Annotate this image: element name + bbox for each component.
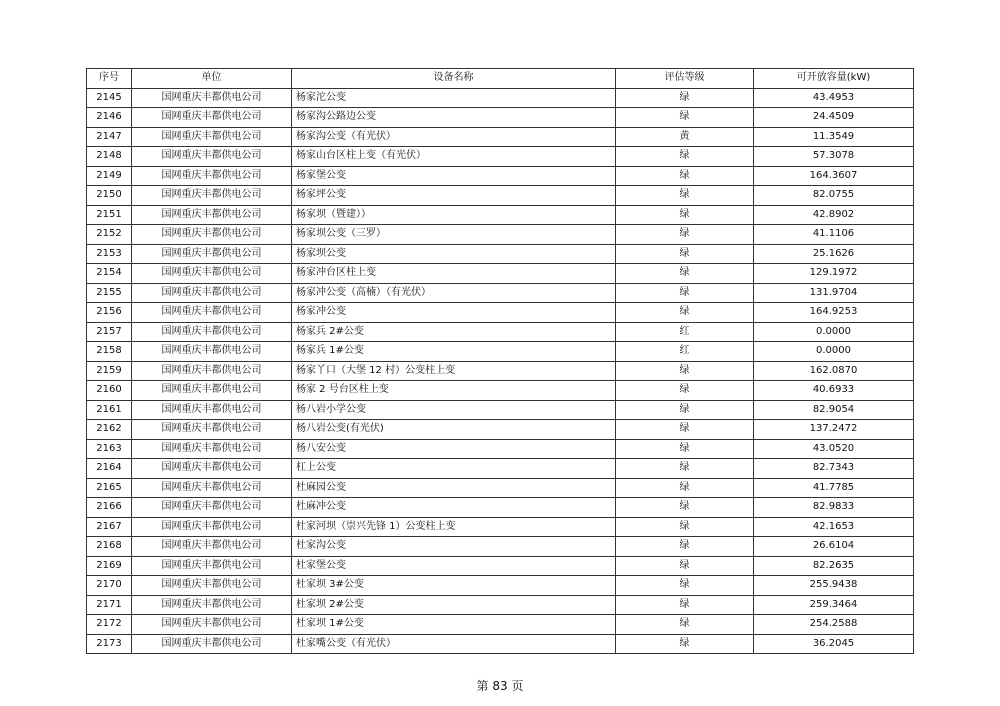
cell-seq: 2173 xyxy=(87,634,132,654)
cell-capacity: 82.9054 xyxy=(754,400,914,420)
cell-grade: 绿 xyxy=(616,381,754,401)
table-row xyxy=(87,595,914,615)
table-row xyxy=(87,127,914,147)
cell-grade: 绿 xyxy=(616,205,754,225)
table-row xyxy=(87,400,914,420)
cell-device: 杨家坝（暨建）） xyxy=(292,205,616,225)
cell-grade: 绿 xyxy=(616,283,754,303)
cell-device: 杨家冲台区柱上变 xyxy=(292,264,616,284)
cell-device: 杨家坝公变 xyxy=(292,244,616,264)
cell-grade: 绿 xyxy=(616,478,754,498)
cell-seq: 2169 xyxy=(87,556,132,576)
cell-capacity: 42.8902 xyxy=(754,205,914,225)
cell-grade: 绿 xyxy=(616,400,754,420)
cell-capacity: 82.0755 xyxy=(754,186,914,206)
cell-device: 杨家山台区柱上变（有光伏） xyxy=(292,147,616,167)
cell-seq: 2148 xyxy=(87,147,132,167)
cell-seq: 2163 xyxy=(87,439,132,459)
cell-capacity: 131.9704 xyxy=(754,283,914,303)
cell-device: 杨家丫口（大堡 12 村）公变柱上变 xyxy=(292,361,616,381)
cell-device: 杜家坝 3#公变 xyxy=(292,576,616,596)
table-row xyxy=(87,478,914,498)
cell-grade: 红 xyxy=(616,322,754,342)
table-row xyxy=(87,537,914,557)
cell-grade: 绿 xyxy=(616,498,754,518)
cell-unit: 国网重庆丰都供电公司 xyxy=(132,634,292,654)
cell-grade: 绿 xyxy=(616,361,754,381)
cell-unit: 国网重庆丰都供电公司 xyxy=(132,478,292,498)
cell-capacity: 42.1653 xyxy=(754,517,914,537)
cell-grade: 红 xyxy=(616,342,754,362)
cell-grade: 绿 xyxy=(616,108,754,128)
cell-seq: 2158 xyxy=(87,342,132,362)
cell-capacity: 0.0000 xyxy=(754,342,914,362)
table-row xyxy=(87,283,914,303)
cell-grade: 绿 xyxy=(616,634,754,654)
cell-capacity: 11.3549 xyxy=(754,127,914,147)
table-row xyxy=(87,147,914,167)
cell-seq: 2146 xyxy=(87,108,132,128)
cell-device: 杨家冲公变 xyxy=(292,303,616,323)
cell-grade: 绿 xyxy=(616,537,754,557)
cell-unit: 国网重庆丰都供电公司 xyxy=(132,615,292,635)
table-row xyxy=(87,342,914,362)
cell-capacity: 40.6933 xyxy=(754,381,914,401)
cell-unit: 国网重庆丰都供电公司 xyxy=(132,556,292,576)
cell-device: 杨家沱公变 xyxy=(292,88,616,108)
cell-grade: 绿 xyxy=(616,186,754,206)
cell-unit: 国网重庆丰都供电公司 xyxy=(132,88,292,108)
table-row xyxy=(87,108,914,128)
table-row xyxy=(87,264,914,284)
cell-device: 杜家坝 1#公变 xyxy=(292,615,616,635)
cell-grade: 黄 xyxy=(616,127,754,147)
cell-seq: 2162 xyxy=(87,420,132,440)
cell-seq: 2172 xyxy=(87,615,132,635)
cell-unit: 国网重庆丰都供电公司 xyxy=(132,576,292,596)
table-row xyxy=(87,244,914,264)
table-row xyxy=(87,186,914,206)
cell-device: 杨家 2 号台区柱上变 xyxy=(292,381,616,401)
cell-device: 杨家兵 2#公变 xyxy=(292,322,616,342)
table-row xyxy=(87,459,914,479)
cell-seq: 2170 xyxy=(87,576,132,596)
cell-seq: 2167 xyxy=(87,517,132,537)
table-row xyxy=(87,361,914,381)
cell-capacity: 137.2472 xyxy=(754,420,914,440)
cell-unit: 国网重庆丰都供电公司 xyxy=(132,420,292,440)
cell-capacity: 43.4953 xyxy=(754,88,914,108)
cell-device: 杜家沟公变 xyxy=(292,537,616,557)
cell-grade: 绿 xyxy=(616,225,754,245)
cell-grade: 绿 xyxy=(616,459,754,479)
cell-device: 杨家沟公路边公变 xyxy=(292,108,616,128)
cell-device: 杨家坝公变（三罗） xyxy=(292,225,616,245)
cell-capacity: 164.9253 xyxy=(754,303,914,323)
cell-device: 杨家沟公变（有光伏） xyxy=(292,127,616,147)
cell-unit: 国网重庆丰都供电公司 xyxy=(132,537,292,557)
table-row xyxy=(87,420,914,440)
cell-capacity: 162.0870 xyxy=(754,361,914,381)
cell-grade: 绿 xyxy=(616,420,754,440)
table-row xyxy=(87,322,914,342)
capacity-table xyxy=(86,68,914,654)
header-grade: 评估等级 xyxy=(616,69,754,89)
cell-capacity: 129.1972 xyxy=(754,264,914,284)
cell-device: 杜家嘴公变（有光伏） xyxy=(292,634,616,654)
cell-unit: 国网重庆丰都供电公司 xyxy=(132,166,292,186)
cell-seq: 2153 xyxy=(87,244,132,264)
cell-grade: 绿 xyxy=(616,264,754,284)
table-row xyxy=(87,166,914,186)
table-row xyxy=(87,225,914,245)
cell-unit: 国网重庆丰都供电公司 xyxy=(132,147,292,167)
cell-grade: 绿 xyxy=(616,615,754,635)
header-capacity: 可开放容量(kW) xyxy=(754,69,914,89)
table-body xyxy=(87,88,914,654)
cell-unit: 国网重庆丰都供电公司 xyxy=(132,517,292,537)
cell-seq: 2145 xyxy=(87,88,132,108)
cell-device: 杜麻冲公变 xyxy=(292,498,616,518)
cell-grade: 绿 xyxy=(616,88,754,108)
cell-unit: 国网重庆丰都供电公司 xyxy=(132,322,292,342)
table-row xyxy=(87,439,914,459)
cell-capacity: 82.2635 xyxy=(754,556,914,576)
cell-seq: 2151 xyxy=(87,205,132,225)
cell-device: 杨八安公变 xyxy=(292,439,616,459)
header-device: 设备名称 xyxy=(292,69,616,89)
cell-unit: 国网重庆丰都供电公司 xyxy=(132,283,292,303)
cell-seq: 2155 xyxy=(87,283,132,303)
cell-seq: 2164 xyxy=(87,459,132,479)
table-row xyxy=(87,303,914,323)
cell-capacity: 164.3607 xyxy=(754,166,914,186)
cell-grade: 绿 xyxy=(616,147,754,167)
cell-capacity: 24.4509 xyxy=(754,108,914,128)
cell-capacity: 0.0000 xyxy=(754,322,914,342)
cell-unit: 国网重庆丰都供电公司 xyxy=(132,400,292,420)
cell-device: 杨家堡公变 xyxy=(292,166,616,186)
cell-grade: 绿 xyxy=(616,303,754,323)
cell-grade: 绿 xyxy=(616,576,754,596)
cell-seq: 2154 xyxy=(87,264,132,284)
cell-device: 杨家冲公变（高楠）（有光伏） xyxy=(292,283,616,303)
table-row xyxy=(87,556,914,576)
cell-seq: 2147 xyxy=(87,127,132,147)
cell-unit: 国网重庆丰都供电公司 xyxy=(132,342,292,362)
cell-device: 杜家坝 2#公变 xyxy=(292,595,616,615)
cell-seq: 2171 xyxy=(87,595,132,615)
cell-unit: 国网重庆丰都供电公司 xyxy=(132,381,292,401)
cell-capacity: 25.1626 xyxy=(754,244,914,264)
cell-capacity: 259.3464 xyxy=(754,595,914,615)
cell-capacity: 82.9833 xyxy=(754,498,914,518)
cell-unit: 国网重庆丰都供电公司 xyxy=(132,439,292,459)
cell-seq: 2149 xyxy=(87,166,132,186)
cell-unit: 国网重庆丰都供电公司 xyxy=(132,498,292,518)
cell-device: 杨八岩公变(有光伏) xyxy=(292,420,616,440)
cell-unit: 国网重庆丰都供电公司 xyxy=(132,264,292,284)
cell-capacity: 36.2045 xyxy=(754,634,914,654)
cell-seq: 2165 xyxy=(87,478,132,498)
cell-device: 杨家坪公变 xyxy=(292,186,616,206)
table-row xyxy=(87,205,914,225)
cell-capacity: 57.3078 xyxy=(754,147,914,167)
cell-grade: 绿 xyxy=(616,517,754,537)
cell-unit: 国网重庆丰都供电公司 xyxy=(132,361,292,381)
cell-unit: 国网重庆丰都供电公司 xyxy=(132,127,292,147)
page-number: 第 83 页 xyxy=(476,679,524,693)
cell-capacity: 43.0520 xyxy=(754,439,914,459)
table-row xyxy=(87,517,914,537)
cell-seq: 2166 xyxy=(87,498,132,518)
cell-capacity: 82.7343 xyxy=(754,459,914,479)
cell-seq: 2150 xyxy=(87,186,132,206)
cell-capacity: 254.2588 xyxy=(754,615,914,635)
table-row xyxy=(87,381,914,401)
cell-capacity: 41.7785 xyxy=(754,478,914,498)
cell-unit: 国网重庆丰都供电公司 xyxy=(132,186,292,206)
table-row xyxy=(87,498,914,518)
cell-unit: 国网重庆丰都供电公司 xyxy=(132,225,292,245)
cell-grade: 绿 xyxy=(616,595,754,615)
cell-seq: 2160 xyxy=(87,381,132,401)
cell-unit: 国网重庆丰都供电公司 xyxy=(132,244,292,264)
table-row xyxy=(87,615,914,635)
cell-unit: 国网重庆丰都供电公司 xyxy=(132,108,292,128)
cell-unit: 国网重庆丰都供电公司 xyxy=(132,205,292,225)
cell-grade: 绿 xyxy=(616,244,754,264)
cell-seq: 2161 xyxy=(87,400,132,420)
cell-seq: 2152 xyxy=(87,225,132,245)
cell-grade: 绿 xyxy=(616,439,754,459)
cell-capacity: 41.1106 xyxy=(754,225,914,245)
cell-device: 杨家兵 1#公变 xyxy=(292,342,616,362)
cell-capacity: 255.9438 xyxy=(754,576,914,596)
cell-seq: 2157 xyxy=(87,322,132,342)
header-seq: 序号 xyxy=(87,69,132,89)
cell-grade: 绿 xyxy=(616,166,754,186)
cell-unit: 国网重庆丰都供电公司 xyxy=(132,303,292,323)
cell-seq: 2159 xyxy=(87,361,132,381)
table-row xyxy=(87,576,914,596)
cell-device: 杜家堡公变 xyxy=(292,556,616,576)
cell-device: 杜家河坝（崇兴先锋 1）公变柱上变 xyxy=(292,517,616,537)
cell-seq: 2156 xyxy=(87,303,132,323)
cell-device: 杠上公变 xyxy=(292,459,616,479)
cell-unit: 国网重庆丰都供电公司 xyxy=(132,595,292,615)
table-row xyxy=(87,88,914,108)
table-header-row xyxy=(87,69,914,89)
cell-device: 杜麻园公变 xyxy=(292,478,616,498)
header-unit: 单位 xyxy=(132,69,292,89)
cell-capacity: 26.6104 xyxy=(754,537,914,557)
cell-device: 杨八岩小学公变 xyxy=(292,400,616,420)
cell-grade: 绿 xyxy=(616,556,754,576)
cell-seq: 2168 xyxy=(87,537,132,557)
table-row xyxy=(87,634,914,654)
cell-unit: 国网重庆丰都供电公司 xyxy=(132,459,292,479)
